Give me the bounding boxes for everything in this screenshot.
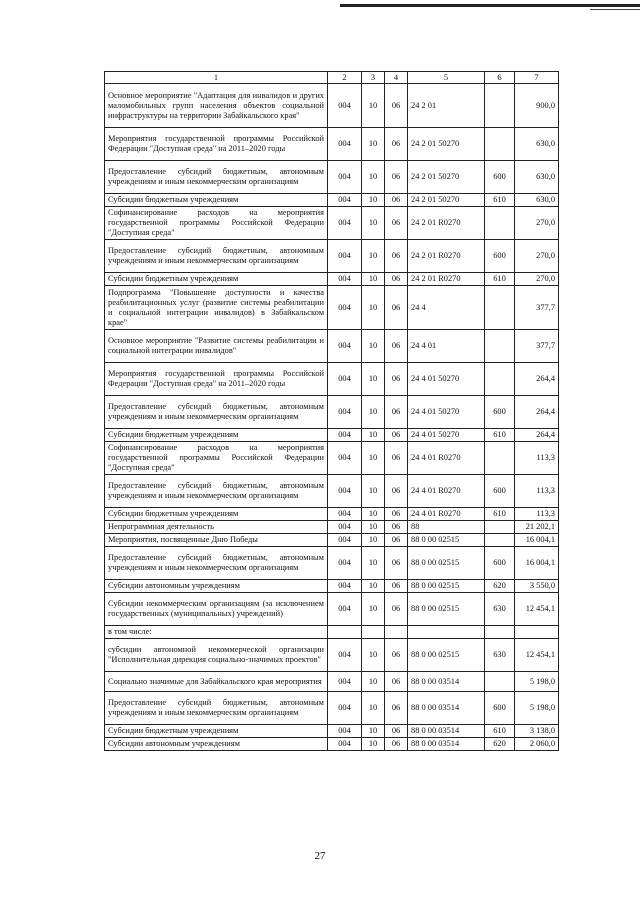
row-sum: 16 004,1 xyxy=(515,534,559,547)
row-pr: 06 xyxy=(385,521,408,534)
row-pr: 06 xyxy=(385,738,408,751)
top-rule-thin xyxy=(590,9,640,10)
row-sum: 900,0 xyxy=(515,84,559,128)
row-pr: 06 xyxy=(385,475,408,508)
row-vr: 610 xyxy=(485,273,515,286)
row-rz: 10 xyxy=(362,692,385,725)
row-name: Субсидии бюджетным учреждениям xyxy=(105,725,328,738)
row-csr: 24 2 01 xyxy=(408,84,485,128)
row-vr xyxy=(485,521,515,534)
row-rz: 10 xyxy=(362,84,385,128)
table-row xyxy=(105,128,559,161)
row-pr: 06 xyxy=(385,580,408,593)
row-csr: 24 2 01 50270 xyxy=(408,128,485,161)
row-vr: 600 xyxy=(485,240,515,273)
row-ved: 004 xyxy=(328,396,362,429)
table-row xyxy=(105,521,559,534)
table-row xyxy=(105,626,559,639)
row-vr xyxy=(485,330,515,363)
row-vr: 620 xyxy=(485,738,515,751)
row-pr xyxy=(385,626,408,639)
table-row xyxy=(105,639,559,672)
row-vr: 610 xyxy=(485,508,515,521)
row-csr: 24 4 01 50270 xyxy=(408,363,485,396)
col-header-name: 1 xyxy=(105,72,328,84)
table-row xyxy=(105,534,559,547)
row-sum: 5 198,0 xyxy=(515,672,559,692)
table-row xyxy=(105,286,559,330)
row-rz: 10 xyxy=(362,330,385,363)
row-pr: 06 xyxy=(385,273,408,286)
row-sum: 270,0 xyxy=(515,207,559,240)
row-sum: 12 454,1 xyxy=(515,639,559,672)
row-name: Субсидии автономным учреждениям xyxy=(105,738,328,751)
col-header-rz: 3 xyxy=(362,72,385,84)
row-rz: 10 xyxy=(362,207,385,240)
row-ved: 004 xyxy=(328,475,362,508)
row-pr: 06 xyxy=(385,396,408,429)
top-rule xyxy=(340,4,640,7)
table-row xyxy=(105,84,559,128)
table-row xyxy=(105,475,559,508)
row-csr: 24 4 01 xyxy=(408,330,485,363)
table-row xyxy=(105,363,559,396)
row-name: в том числе: xyxy=(105,626,328,639)
row-ved: 004 xyxy=(328,593,362,626)
row-rz: 10 xyxy=(362,396,385,429)
table-row xyxy=(105,672,559,692)
row-csr: 88 0 00 02515 xyxy=(408,639,485,672)
row-vr: 620 xyxy=(485,580,515,593)
table-row xyxy=(105,442,559,475)
row-rz: 10 xyxy=(362,273,385,286)
row-ved: 004 xyxy=(328,161,362,194)
row-sum: 630,0 xyxy=(515,161,559,194)
row-csr: 24 4 01 R0270 xyxy=(408,475,485,508)
row-sum: 264,4 xyxy=(515,429,559,442)
row-pr: 06 xyxy=(385,128,408,161)
row-vr xyxy=(485,442,515,475)
row-name: Субсидии автономным учреждениям xyxy=(105,580,328,593)
row-rz: 10 xyxy=(362,639,385,672)
row-rz: 10 xyxy=(362,240,385,273)
row-pr: 06 xyxy=(385,593,408,626)
table-row xyxy=(105,207,559,240)
row-name: Предоставление субсидий бюджетным, автономным учреждениям и иным некоммерческим организациям xyxy=(105,547,328,580)
row-name: Подпрограмма "Повышение доступности и качества реабилитационных услуг (развитие системы реабилитации и социальной интеграции инвалидов) в Забайкальском крае" xyxy=(105,286,328,330)
row-sum: 3 138,0 xyxy=(515,725,559,738)
row-pr: 06 xyxy=(385,207,408,240)
row-pr: 06 xyxy=(385,363,408,396)
row-csr: 24 2 01 50270 xyxy=(408,194,485,207)
row-name: Субсидии бюджетным учреждениям xyxy=(105,429,328,442)
row-ved: 004 xyxy=(328,534,362,547)
row-csr: 88 0 00 03514 xyxy=(408,738,485,751)
row-name: Непрограммная деятельность xyxy=(105,521,328,534)
col-header-csr: 5 xyxy=(408,72,485,84)
row-sum: 16 004,1 xyxy=(515,547,559,580)
row-ved: 004 xyxy=(328,521,362,534)
row-ved: 004 xyxy=(328,286,362,330)
row-ved: 004 xyxy=(328,128,362,161)
row-vr xyxy=(485,534,515,547)
row-sum: 3 550,0 xyxy=(515,580,559,593)
page-number: 27 xyxy=(314,850,326,862)
row-name: Субсидии бюджетным учреждениям xyxy=(105,508,328,521)
row-csr: 24 4 01 R0270 xyxy=(408,442,485,475)
row-vr: 600 xyxy=(485,396,515,429)
row-rz: 10 xyxy=(362,429,385,442)
row-rz: 10 xyxy=(362,442,385,475)
row-rz: 10 xyxy=(362,161,385,194)
row-sum: 270,0 xyxy=(515,273,559,286)
row-vr: 600 xyxy=(485,161,515,194)
row-vr: 600 xyxy=(485,547,515,580)
table-row xyxy=(105,273,559,286)
row-sum: 377,7 xyxy=(515,330,559,363)
row-rz: 10 xyxy=(362,286,385,330)
row-rz xyxy=(362,626,385,639)
row-pr: 06 xyxy=(385,508,408,521)
row-vr: 610 xyxy=(485,725,515,738)
row-sum: 377,7 xyxy=(515,286,559,330)
row-sum: 2 060,0 xyxy=(515,738,559,751)
row-pr: 06 xyxy=(385,194,408,207)
row-rz: 10 xyxy=(362,725,385,738)
col-header-sum: 7 xyxy=(515,72,559,84)
row-sum: 21 202,1 xyxy=(515,521,559,534)
row-pr: 06 xyxy=(385,429,408,442)
row-vr xyxy=(485,207,515,240)
row-csr: 24 4 01 R0270 xyxy=(408,508,485,521)
row-vr xyxy=(485,84,515,128)
row-csr: 24 2 01 50270 xyxy=(408,161,485,194)
row-name: субсидии автономной некоммерческой организации "Исполнительная дирекция социально-значимых проектов" xyxy=(105,639,328,672)
row-csr: 88 xyxy=(408,521,485,534)
row-ved: 004 xyxy=(328,508,362,521)
table-row xyxy=(105,396,559,429)
row-ved: 004 xyxy=(328,207,362,240)
row-vr: 610 xyxy=(485,194,515,207)
row-csr: 88 0 00 02515 xyxy=(408,534,485,547)
row-sum: 12 454,1 xyxy=(515,593,559,626)
row-csr: 88 0 00 03514 xyxy=(408,725,485,738)
row-pr: 06 xyxy=(385,84,408,128)
row-sum: 264,4 xyxy=(515,363,559,396)
row-csr: 24 4 01 50270 xyxy=(408,429,485,442)
row-pr: 06 xyxy=(385,639,408,672)
row-sum: 113,3 xyxy=(515,475,559,508)
row-vr xyxy=(485,626,515,639)
row-name: Софинансирование расходов на мероприятия государственной программы Российской Федерации "Доступная среда" xyxy=(105,442,328,475)
row-ved: 004 xyxy=(328,84,362,128)
row-name: Предоставление субсидий бюджетным, автономным учреждениям и иным некоммерческим организациям xyxy=(105,240,328,273)
row-name: Мероприятия государственной программы Российской Федерации "Доступная среда" на 2011–2020 годы xyxy=(105,128,328,161)
row-rz: 10 xyxy=(362,534,385,547)
row-ved xyxy=(328,626,362,639)
row-ved: 004 xyxy=(328,692,362,725)
row-sum: 113,3 xyxy=(515,442,559,475)
row-ved: 004 xyxy=(328,273,362,286)
row-name: Субсидии бюджетным учреждениям xyxy=(105,273,328,286)
row-rz: 10 xyxy=(362,593,385,626)
row-rz: 10 xyxy=(362,521,385,534)
col-header-pr: 4 xyxy=(385,72,408,84)
row-name: Мероприятия государственной программы Российской Федерации "Доступная среда" на 2011–2020 годы xyxy=(105,363,328,396)
table-row xyxy=(105,593,559,626)
table-row xyxy=(105,725,559,738)
row-sum: 5 198,0 xyxy=(515,692,559,725)
row-name: Основное мероприятие "Развитие системы реабилитации и социальной интеграции инвалидов" xyxy=(105,330,328,363)
row-ved: 004 xyxy=(328,330,362,363)
row-pr: 06 xyxy=(385,672,408,692)
row-sum: 630,0 xyxy=(515,128,559,161)
row-sum: 270,0 xyxy=(515,240,559,273)
table-row xyxy=(105,692,559,725)
row-pr: 06 xyxy=(385,547,408,580)
row-sum: 113,3 xyxy=(515,508,559,521)
row-ved: 004 xyxy=(328,725,362,738)
row-rz: 10 xyxy=(362,194,385,207)
row-name: Мероприятия, посвященные Дню Победы xyxy=(105,534,328,547)
row-name: Предоставление субсидий бюджетным, автономным учреждениям и иным некоммерческим организациям xyxy=(105,161,328,194)
row-ved: 004 xyxy=(328,240,362,273)
row-vr xyxy=(485,128,515,161)
row-pr: 06 xyxy=(385,534,408,547)
row-vr: 630 xyxy=(485,593,515,626)
row-csr: 24 4 01 50270 xyxy=(408,396,485,429)
row-name: Софинансирование расходов на мероприятия государственной программы Российской Федерации "Доступная среда" xyxy=(105,207,328,240)
row-ved: 004 xyxy=(328,194,362,207)
row-vr: 610 xyxy=(485,429,515,442)
row-ved: 004 xyxy=(328,429,362,442)
table-row xyxy=(105,240,559,273)
row-pr: 06 xyxy=(385,240,408,273)
table-row xyxy=(105,580,559,593)
row-rz: 10 xyxy=(362,547,385,580)
row-name: Предоставление субсидий бюджетным, автономным учреждениям и иным некоммерческим организациям xyxy=(105,396,328,429)
row-csr xyxy=(408,626,485,639)
row-ved: 004 xyxy=(328,547,362,580)
row-rz: 10 xyxy=(362,738,385,751)
row-sum xyxy=(515,626,559,639)
row-ved: 004 xyxy=(328,442,362,475)
row-csr: 24 2 01 R0270 xyxy=(408,273,485,286)
row-vr xyxy=(485,363,515,396)
budget-table xyxy=(104,71,559,751)
row-name: Предоставление субсидий бюджетным, автономным учреждениям и иным некоммерческим организациям xyxy=(105,692,328,725)
row-csr: 88 0 00 02515 xyxy=(408,547,485,580)
row-ved: 004 xyxy=(328,363,362,396)
row-rz: 10 xyxy=(362,363,385,396)
row-sum: 264,4 xyxy=(515,396,559,429)
row-rz: 10 xyxy=(362,672,385,692)
row-csr: 88 0 00 02515 xyxy=(408,593,485,626)
row-pr: 06 xyxy=(385,161,408,194)
row-vr xyxy=(485,286,515,330)
row-name: Социально значимые для Забайкальского края мероприятия xyxy=(105,672,328,692)
table-row xyxy=(105,738,559,751)
table-row xyxy=(105,547,559,580)
row-rz: 10 xyxy=(362,128,385,161)
row-csr: 24 4 xyxy=(408,286,485,330)
row-name: Основное мероприятие "Адаптация для инвалидов и других маломобильных групп населения объектов социальной инфраструктуры на территории Забайкальского края" xyxy=(105,84,328,128)
row-ved: 004 xyxy=(328,672,362,692)
row-ved: 004 xyxy=(328,738,362,751)
row-vr xyxy=(485,672,515,692)
table-row xyxy=(105,508,559,521)
table-row xyxy=(105,194,559,207)
row-ved: 004 xyxy=(328,580,362,593)
row-vr: 600 xyxy=(485,475,515,508)
row-csr: 88 0 00 02515 xyxy=(408,580,485,593)
row-pr: 06 xyxy=(385,442,408,475)
col-header-vr: 6 xyxy=(485,72,515,84)
row-pr: 06 xyxy=(385,286,408,330)
table-row xyxy=(105,161,559,194)
row-name: Субсидии бюджетным учреждениям xyxy=(105,194,328,207)
row-pr: 06 xyxy=(385,692,408,725)
row-sum: 630,0 xyxy=(515,194,559,207)
row-pr: 06 xyxy=(385,725,408,738)
row-vr: 630 xyxy=(485,639,515,672)
table-row xyxy=(105,330,559,363)
header-row xyxy=(105,72,559,84)
row-name: Субсидии некоммерческим организациям (за исключением государственных (муниципальных) учреждений) xyxy=(105,593,328,626)
col-header-ved: 2 xyxy=(328,72,362,84)
row-name: Предоставление субсидий бюджетным, автономным учреждениям и иным некоммерческим организациям xyxy=(105,475,328,508)
row-csr: 88 0 00 03514 xyxy=(408,692,485,725)
row-pr: 06 xyxy=(385,330,408,363)
table-body xyxy=(105,84,559,751)
row-csr: 24 2 01 R0270 xyxy=(408,240,485,273)
row-vr: 600 xyxy=(485,692,515,725)
row-csr: 88 0 00 03514 xyxy=(408,672,485,692)
row-rz: 10 xyxy=(362,475,385,508)
row-rz: 10 xyxy=(362,508,385,521)
row-ved: 004 xyxy=(328,639,362,672)
table-row xyxy=(105,429,559,442)
row-rz: 10 xyxy=(362,580,385,593)
row-csr: 24 2 01 R0270 xyxy=(408,207,485,240)
